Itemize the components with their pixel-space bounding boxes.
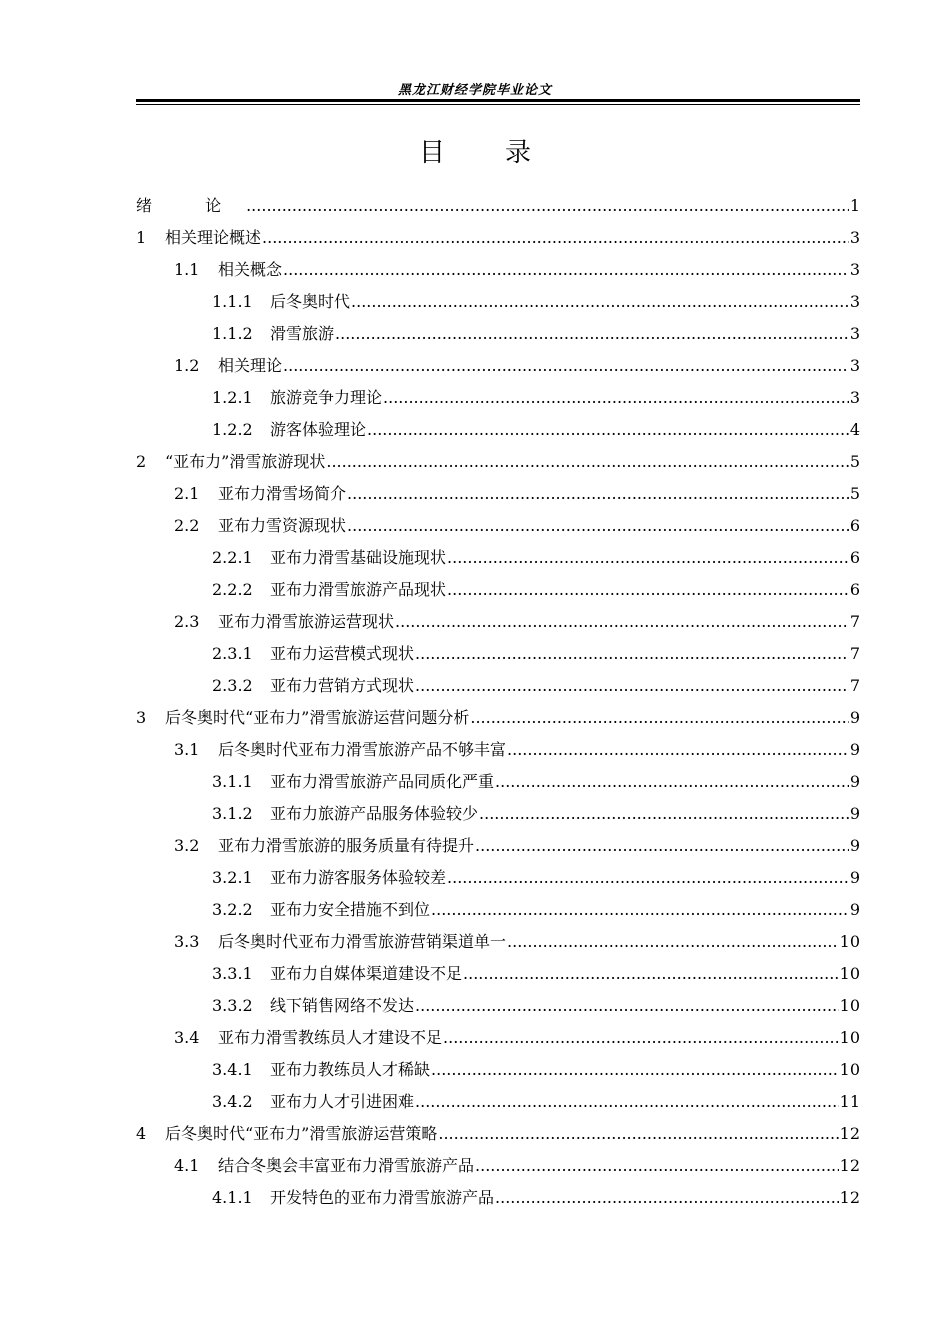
- toc-dot-leader: [415, 670, 849, 702]
- toc-entry-number: 3.1: [174, 740, 200, 759]
- toc-dot-leader: [507, 734, 849, 766]
- toc-entry-page: 11: [839, 1092, 860, 1111]
- toc-entry-number: 3.4: [174, 1028, 200, 1047]
- toc-entry-title: 亚布力人才引进困难: [270, 1092, 415, 1111]
- toc-entry[interactable]: [136, 990, 860, 1022]
- toc-dot-leader: [443, 1022, 839, 1054]
- toc-entry[interactable]: [136, 798, 860, 830]
- toc-dot-leader: [326, 446, 848, 478]
- toc-heading-char-2: 录: [505, 138, 532, 168]
- header-rule-thin: [136, 104, 860, 105]
- toc-entry-page: 9: [849, 836, 860, 855]
- toc-entry-title: 游客体验理论: [270, 420, 367, 439]
- toc-entry-title: 后冬奥时代“亚布力”滑雪旅游运营策略: [165, 1124, 438, 1143]
- toc-entry[interactable]: [136, 606, 860, 638]
- toc-entry[interactable]: [136, 318, 860, 350]
- toc-entry-number: 1.1.2: [212, 324, 253, 343]
- toc-entry[interactable]: [136, 1022, 860, 1054]
- toc-entry[interactable]: [136, 830, 860, 862]
- toc-entry[interactable]: [136, 350, 860, 382]
- toc-entry-title: 亚布力旅游产品服务体验较少: [270, 804, 479, 823]
- toc-entry-title: 后冬奥时代“亚布力”滑雪旅游运营问题分析: [165, 708, 470, 727]
- toc-entry-title: 亚布力滑雪教练员人才建设不足: [218, 1028, 443, 1047]
- toc-dot-leader: [495, 766, 849, 798]
- toc-heading: [0, 132, 950, 169]
- toc-dot-leader: [475, 830, 849, 862]
- toc-entry-page: 3: [849, 292, 860, 311]
- toc-entry-number: 3.3.2: [212, 996, 253, 1015]
- toc-dot-leader: [415, 1086, 839, 1118]
- toc-entry-number: 1: [136, 228, 147, 247]
- toc-entry[interactable]: [136, 702, 860, 734]
- toc-dot-leader: [447, 574, 849, 606]
- toc-entry[interactable]: [136, 1150, 860, 1182]
- toc-entry-title: 相关概念: [218, 260, 283, 279]
- toc-entry[interactable]: [136, 478, 860, 510]
- toc-entry-title: 旅游竞争力理论: [270, 388, 383, 407]
- toc-dot-leader: [447, 862, 849, 894]
- toc-entry[interactable]: [136, 734, 860, 766]
- toc-dot-leader: [475, 1150, 839, 1182]
- toc-entry-title: 绪 论: [136, 196, 246, 215]
- toc-dot-leader: [447, 542, 849, 574]
- toc-entry-title: 开发特色的亚布力滑雪旅游产品: [270, 1188, 495, 1207]
- toc-entry-page: 3: [849, 388, 860, 407]
- toc-dot-leader: [495, 1182, 839, 1214]
- toc-dot-leader: [415, 990, 839, 1022]
- toc-entry[interactable]: [136, 574, 860, 606]
- toc-entry[interactable]: [136, 510, 860, 542]
- toc-entry-page: 10: [839, 932, 860, 951]
- toc-entry-title: 后冬奥时代亚布力滑雪旅游营销渠道单一: [218, 932, 507, 951]
- toc-entry-title: 后冬奥时代: [270, 292, 351, 311]
- header-rule-thick: [136, 99, 860, 102]
- toc-entry-number: 3.3: [174, 932, 200, 951]
- toc-entry-number: 2.2: [174, 516, 200, 535]
- toc-entry-page: 10: [839, 1028, 860, 1047]
- toc-entry-number: 2.2.2: [212, 580, 253, 599]
- toc-entry-page: 10: [839, 1060, 860, 1079]
- toc-entry[interactable]: [136, 254, 860, 286]
- toc-entry-page: 9: [849, 740, 860, 759]
- toc-entry-title: 亚布力雪资源现状: [218, 516, 347, 535]
- toc-entry-page: 9: [849, 772, 860, 791]
- toc-entry[interactable]: [136, 766, 860, 798]
- toc-dot-leader: [351, 286, 849, 318]
- toc-entry-page: 9: [849, 900, 860, 919]
- toc-entry-number: 3.3.1: [212, 964, 253, 983]
- toc-dot-leader: [347, 510, 849, 542]
- toc-entry-page: 3: [849, 356, 860, 375]
- toc-entry-number: 2.3: [174, 612, 200, 631]
- toc-entry-title: 亚布力营销方式现状: [270, 676, 415, 695]
- toc-entry-page: 7: [849, 644, 860, 663]
- toc-dot-leader: [246, 190, 849, 222]
- toc-entry[interactable]: [136, 926, 860, 958]
- toc-dot-leader: [262, 222, 849, 254]
- toc-entry-page: 7: [849, 676, 860, 695]
- toc-entry-title: 线下销售网络不发达: [270, 996, 415, 1015]
- toc-entry-page: 9: [849, 804, 860, 823]
- toc-entry-number: 3.4.2: [212, 1092, 253, 1111]
- toc-entry-number: 2: [136, 452, 147, 471]
- toc-entry-title: 亚布力教练员人才稀缺: [270, 1060, 431, 1079]
- toc-entry[interactable]: [136, 862, 860, 894]
- toc-entry-number: 2.3.2: [212, 676, 253, 695]
- toc-entry-number: 4.1: [174, 1156, 200, 1175]
- toc-entry-page: 10: [839, 964, 860, 983]
- toc-dot-leader: [283, 350, 849, 382]
- table-of-contents: [136, 190, 860, 1214]
- toc-entry[interactable]: [136, 222, 860, 254]
- toc-entry[interactable]: [136, 190, 860, 222]
- toc-entry[interactable]: [136, 638, 860, 670]
- toc-entry[interactable]: [136, 670, 860, 702]
- toc-dot-leader: [367, 414, 849, 446]
- toc-entry-number: 4.1.1: [212, 1188, 253, 1207]
- toc-dot-leader: [438, 1118, 838, 1150]
- toc-entry-page: 4: [849, 420, 860, 439]
- toc-entry-title: 亚布力滑雪旅游运营现状: [218, 612, 395, 631]
- toc-dot-leader: [463, 958, 839, 990]
- toc-entry-title: 相关理论概述: [165, 228, 262, 247]
- toc-entry-page: 6: [849, 580, 860, 599]
- toc-entry-number: 2.2.1: [212, 548, 253, 567]
- toc-entry-title: 结合冬奥会丰富亚布力滑雪旅游产品: [218, 1156, 475, 1175]
- toc-entry-title: 亚布力滑雪旅游产品同质化严重: [270, 772, 495, 791]
- toc-entry-title: 亚布力游客服务体验较差: [270, 868, 447, 887]
- toc-entry-page: 1: [849, 196, 860, 215]
- toc-dot-leader: [335, 318, 849, 350]
- toc-entry-title: 滑雪旅游: [270, 324, 335, 343]
- toc-entry-number: 4: [136, 1124, 147, 1143]
- toc-entry-number: 1.2: [174, 356, 200, 375]
- toc-entry-page: 6: [849, 548, 860, 567]
- toc-entry[interactable]: [136, 1118, 860, 1150]
- toc-entry-number: 1.2.1: [212, 388, 253, 407]
- toc-entry[interactable]: [136, 1182, 860, 1214]
- toc-entry-page: 10: [839, 996, 860, 1015]
- toc-dot-leader: [470, 702, 848, 734]
- toc-dot-leader: [347, 478, 849, 510]
- toc-entry-title: 亚布力安全措施不到位: [270, 900, 431, 919]
- toc-heading-char-1: 目: [418, 138, 445, 168]
- toc-dot-leader: [395, 606, 849, 638]
- toc-entry[interactable]: [136, 1086, 860, 1118]
- toc-entry-page: 3: [849, 260, 860, 279]
- toc-entry-page: 3: [849, 324, 860, 343]
- toc-dot-leader: [431, 894, 849, 926]
- toc-entry-title: 相关理论: [218, 356, 283, 375]
- toc-entry[interactable]: [136, 414, 860, 446]
- toc-entry[interactable]: [136, 894, 860, 926]
- toc-entry-number: 3.1.2: [212, 804, 253, 823]
- toc-entry-number: 3.2: [174, 836, 200, 855]
- toc-entry-page: 5: [849, 452, 860, 471]
- toc-entry-page: 12: [839, 1156, 860, 1175]
- toc-dot-leader: [479, 798, 849, 830]
- toc-dot-leader: [283, 254, 849, 286]
- toc-entry-number: 2.1: [174, 484, 200, 503]
- toc-entry-page: 12: [839, 1124, 860, 1143]
- toc-entry-number: 3: [136, 708, 147, 727]
- running-header-title: 黑龙江财经学院毕业论文: [397, 83, 552, 98]
- toc-entry-page: 5: [849, 484, 860, 503]
- toc-entry[interactable]: [136, 958, 860, 990]
- toc-dot-leader: [383, 382, 849, 414]
- toc-dot-leader: [415, 638, 849, 670]
- toc-dot-leader: [507, 926, 839, 958]
- toc-entry-title: 后冬奥时代亚布力滑雪旅游产品不够丰富: [218, 740, 507, 759]
- toc-entry[interactable]: [136, 446, 860, 478]
- toc-entry-title: 亚布力滑雪旅游的服务质量有待提升: [218, 836, 475, 855]
- toc-entry-page: 9: [849, 868, 860, 887]
- toc-entry-number: 1.2.2: [212, 420, 253, 439]
- toc-entry-page: 3: [849, 228, 860, 247]
- toc-dot-leader: [431, 1054, 839, 1086]
- toc-entry[interactable]: [136, 542, 860, 574]
- toc-entry-title: 亚布力滑雪场简介: [218, 484, 347, 503]
- toc-entry-number: 1.1: [174, 260, 200, 279]
- toc-entry-title: 亚布力滑雪旅游产品现状: [270, 580, 447, 599]
- toc-entry-number: 2.3.1: [212, 644, 253, 663]
- toc-entry-title: “亚布力”滑雪旅游现状: [165, 452, 326, 471]
- toc-entry-page: 6: [849, 516, 860, 535]
- toc-entry-page: 12: [839, 1188, 860, 1207]
- toc-entry[interactable]: [136, 1054, 860, 1086]
- toc-entry[interactable]: [136, 382, 860, 414]
- toc-entry-page: 7: [849, 612, 860, 631]
- toc-entry-number: 1.1.1: [212, 292, 253, 311]
- toc-entry-number: 3.2.1: [212, 868, 253, 887]
- toc-entry-page: 9: [849, 708, 860, 727]
- toc-entry-number: 3.1.1: [212, 772, 253, 791]
- toc-entry-title: 亚布力滑雪基础设施现状: [270, 548, 447, 567]
- toc-entry[interactable]: [136, 286, 860, 318]
- toc-entry-title: 亚布力自媒体渠道建设不足: [270, 964, 463, 983]
- toc-entry-number: 3.2.2: [212, 900, 253, 919]
- toc-entry-title: 亚布力运营模式现状: [270, 644, 415, 663]
- toc-entry-number: 3.4.1: [212, 1060, 253, 1079]
